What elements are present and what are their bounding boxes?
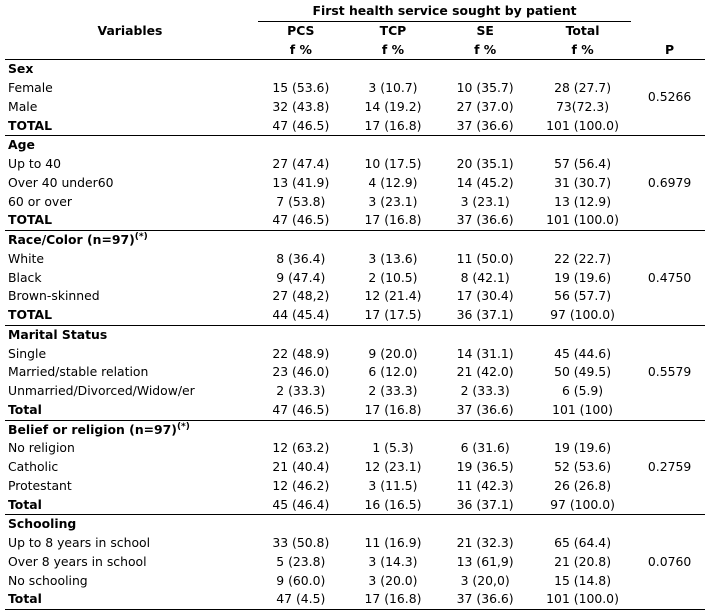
table-cell: 47 (4.5) xyxy=(255,590,347,609)
table-cell: 33 (50.8) xyxy=(272,535,330,550)
table-cell: 8 (42.1) xyxy=(460,269,510,285)
table-cell: 8 (36.4) xyxy=(276,250,326,266)
table-cell: 2 (10.5) xyxy=(368,269,418,285)
table-cell: 17 (17.5) xyxy=(364,307,422,322)
table-cell: 3 (11.5) xyxy=(368,477,418,493)
section-title: Belief or religion (n=97) xyxy=(8,421,177,437)
row-label: TOTAL xyxy=(8,117,52,133)
table-cell: 19 (19.6) xyxy=(554,269,612,285)
table-cell: 27 (37.0) xyxy=(456,98,514,114)
row-label: Female xyxy=(8,80,53,95)
row-label: Brown-skinned xyxy=(8,288,100,304)
table-cell: 45 (44.6) xyxy=(554,345,612,361)
row-label: White xyxy=(8,250,45,266)
section-title: Marital Status xyxy=(8,326,108,342)
table-cell: 65 (64.4) xyxy=(554,535,612,550)
table-cell: 56 (57.7) xyxy=(554,288,612,304)
table-cell: 57 (56.4) xyxy=(554,156,612,171)
table-cell: 44 (45.4) xyxy=(272,307,330,322)
table-cell: 2 (33.3) xyxy=(368,383,418,398)
row-label: Unmarried/Divorced/Widow/er xyxy=(8,383,195,398)
section-footnote-mark: (*) xyxy=(134,231,148,242)
table-cell: 3 (23.1) xyxy=(368,193,418,209)
p-value: 0.2759 xyxy=(634,420,705,515)
table-cell: 4 (12.9) xyxy=(368,174,418,190)
header-row-3 xyxy=(5,41,705,60)
row-label: TOTAL xyxy=(8,307,52,322)
table-cell: 11 (42.3) xyxy=(456,477,514,493)
table-cell: 37 (36.6) xyxy=(456,117,514,133)
table-row xyxy=(5,458,705,477)
table-cell: 23 (46.0) xyxy=(272,364,330,380)
table-row xyxy=(5,534,705,553)
table-cell: 14 (45.2) xyxy=(456,174,514,190)
section-title: Schooling xyxy=(8,516,77,532)
row-label: Catholic xyxy=(8,459,59,474)
table-cell: 6 (12.0) xyxy=(368,364,418,380)
table-cell: 5 (23.8) xyxy=(276,553,326,569)
table-row xyxy=(5,572,705,591)
table-cell: 31 (30.7) xyxy=(554,174,612,190)
p-value: 0.6979 xyxy=(634,136,705,231)
p-value: 0.4750 xyxy=(634,231,705,326)
table-cell: 13 (41.9) xyxy=(272,174,330,190)
table-row xyxy=(5,193,705,212)
table-row xyxy=(5,477,705,496)
section-title-row xyxy=(5,60,705,79)
p-value: 0.5266 xyxy=(634,60,705,136)
table-row xyxy=(5,174,705,193)
table-row xyxy=(5,363,705,382)
table-cell: 73(72.3) xyxy=(556,98,610,114)
col-header-pcs: PCS xyxy=(287,22,315,38)
table-row xyxy=(5,553,705,572)
table-cell: 13 (12.9) xyxy=(554,193,612,209)
row-label: Total xyxy=(5,590,255,609)
table-cell: 97 (100.0) xyxy=(550,496,615,512)
table-cell: 21 (32.3) xyxy=(456,535,514,550)
table-cell: 37 (36.6) xyxy=(456,212,514,228)
row-label: Single xyxy=(8,345,47,361)
table-cell: 9 (60.0) xyxy=(276,572,326,588)
row-label: Total xyxy=(8,401,42,417)
table-cell: 47 (46.5) xyxy=(272,212,330,228)
statistics-table xyxy=(5,2,705,610)
table-cell: 37 (36.6) xyxy=(439,590,531,609)
section-title-row xyxy=(5,231,705,250)
row-label: TOTAL xyxy=(8,212,52,228)
variables-header: Variables xyxy=(97,22,163,38)
table-cell: 22 (48.9) xyxy=(272,345,330,361)
table-cell: 101 (100.0) xyxy=(546,212,619,228)
table-row xyxy=(5,79,705,98)
table-cell: 47 (46.5) xyxy=(272,401,330,417)
table-cell: 36 (37.1) xyxy=(456,307,514,322)
row-label: Up to 40 xyxy=(8,156,62,171)
table-cell: 12 (63.2) xyxy=(272,440,330,456)
table-cell: 11 (16.9) xyxy=(364,535,422,550)
subheader-se: f % xyxy=(439,41,531,60)
table-cell: 12 (23.1) xyxy=(364,459,422,474)
col-header-total: Total xyxy=(565,22,600,38)
table-cell: 27 (48,2) xyxy=(272,288,330,304)
table-cell: 20 (35.1) xyxy=(456,156,514,171)
table-cell: 3 (20.0) xyxy=(368,572,418,588)
table-cell: 17 (16.8) xyxy=(364,117,422,133)
section-footnote-mark: (*) xyxy=(176,421,190,432)
table-cell: 10 (35.7) xyxy=(456,80,514,95)
table-cell: 21 (40.4) xyxy=(272,459,330,474)
table-cell: 36 (37.1) xyxy=(456,496,514,512)
total-row xyxy=(5,590,705,609)
table-cell: 32 (43.8) xyxy=(272,98,330,114)
table-cell: 9 (20.0) xyxy=(368,345,418,361)
table-cell: 2 (33.3) xyxy=(460,383,510,398)
table-cell: 3 (14.3) xyxy=(368,553,418,569)
table-row xyxy=(5,345,705,364)
table-row xyxy=(5,382,705,401)
table-cell: 19 (36.5) xyxy=(456,459,514,474)
total-row xyxy=(5,306,705,325)
table-cell: 3 (20,0) xyxy=(460,572,510,588)
table-cell: 14 (19.2) xyxy=(364,98,422,114)
table-row xyxy=(5,287,705,306)
section-title: Race/Color (n=97) xyxy=(8,232,135,247)
subheader-total: f % xyxy=(531,41,634,60)
table-cell: 17 (16.8) xyxy=(364,401,422,417)
table-cell: 7 (53.8) xyxy=(276,193,326,209)
header-row-2 xyxy=(5,22,705,41)
table-cell: 3 (10.7) xyxy=(368,80,418,95)
subheader-tcp: f % xyxy=(347,41,440,60)
table-cell: 6 (5.9) xyxy=(561,383,604,398)
table-cell: 3 (23.1) xyxy=(460,193,510,209)
table-cell: 3 (13.6) xyxy=(368,250,418,266)
table-cell: 15 (14.8) xyxy=(554,572,612,588)
row-label: Protestant xyxy=(8,477,72,493)
row-label: No religion xyxy=(8,440,75,456)
row-label: Married/stable relation xyxy=(8,364,149,380)
row-label: No schooling xyxy=(8,572,88,588)
row-label: Over 40 under60 xyxy=(8,174,114,190)
table-row xyxy=(5,269,705,288)
table-cell: 15 (53.6) xyxy=(272,80,330,95)
table-row xyxy=(5,98,705,117)
table-row xyxy=(5,250,705,269)
table-cell: 97 (100.0) xyxy=(550,307,615,322)
table-cell: 17 (16.8) xyxy=(347,590,440,609)
section-title-row xyxy=(5,515,705,534)
row-label: Black xyxy=(8,269,42,285)
total-row xyxy=(5,496,705,515)
table-cell: 10 (17.5) xyxy=(364,156,422,171)
table-cell: 9 (47.4) xyxy=(276,269,326,285)
table-cell: 21 (42.0) xyxy=(456,364,514,380)
table-cell: 14 (31.1) xyxy=(456,345,514,361)
group-title: First health service sought by patient xyxy=(258,2,631,22)
table-cell: 16 (16.5) xyxy=(364,496,422,512)
table-cell: 19 (19.6) xyxy=(554,440,612,456)
table-cell: 28 (27.7) xyxy=(554,80,612,95)
table-cell: 101 (100.0) xyxy=(531,590,634,609)
table-row xyxy=(5,439,705,458)
header-row-1 xyxy=(5,2,705,22)
table-cell: 101 (100) xyxy=(552,401,613,417)
table-cell: 17 (30.4) xyxy=(456,288,514,304)
table-cell: 22 (22.7) xyxy=(554,250,612,266)
row-label: Male xyxy=(8,98,38,114)
section-title-row xyxy=(5,136,705,155)
table-cell: 50 (49.5) xyxy=(554,364,612,380)
col-header-se: SE xyxy=(476,22,494,38)
table-cell: 11 (50.0) xyxy=(456,250,514,266)
total-row xyxy=(5,117,705,136)
p-header: P xyxy=(634,41,705,60)
table-cell: 26 (26.8) xyxy=(554,477,612,493)
p-value: 0.0760 xyxy=(634,515,705,610)
table-cell: 101 (100.0) xyxy=(546,117,619,133)
table-cell: 45 (46.4) xyxy=(272,496,330,512)
section-title-row xyxy=(5,325,705,344)
row-label: Up to 8 years in school xyxy=(8,535,151,550)
table-cell: 12 (46.2) xyxy=(272,477,330,493)
table-cell: 52 (53.6) xyxy=(554,459,612,474)
table-cell: 2 (33.3) xyxy=(276,383,326,398)
table-cell: 27 (47.4) xyxy=(272,156,330,171)
total-row xyxy=(5,211,705,230)
subheader-pcs: f % xyxy=(255,41,347,60)
section-title: Sex xyxy=(8,61,34,77)
table-cell: 47 (46.5) xyxy=(272,117,330,133)
table-cell: 6 (31.6) xyxy=(460,440,510,456)
row-label: Total xyxy=(8,496,42,512)
p-value: 0.5579 xyxy=(634,325,705,420)
row-label: Over 8 years in school xyxy=(8,553,147,569)
section-title: Age xyxy=(8,137,35,153)
table-cell: 37 (36.6) xyxy=(456,401,514,417)
row-label: 60 or over xyxy=(8,193,72,209)
total-row xyxy=(5,401,705,420)
table-cell: 1 (5.3) xyxy=(372,440,414,456)
col-header-tcp: TCP xyxy=(379,22,407,38)
table-cell: 17 (16.8) xyxy=(364,212,422,228)
table-cell: 21 (20.8) xyxy=(554,553,612,569)
table-row xyxy=(5,155,705,174)
table-cell: 12 (21.4) xyxy=(364,288,422,304)
table-cell: 13 (61,9) xyxy=(456,553,514,569)
section-title-row xyxy=(5,420,705,439)
